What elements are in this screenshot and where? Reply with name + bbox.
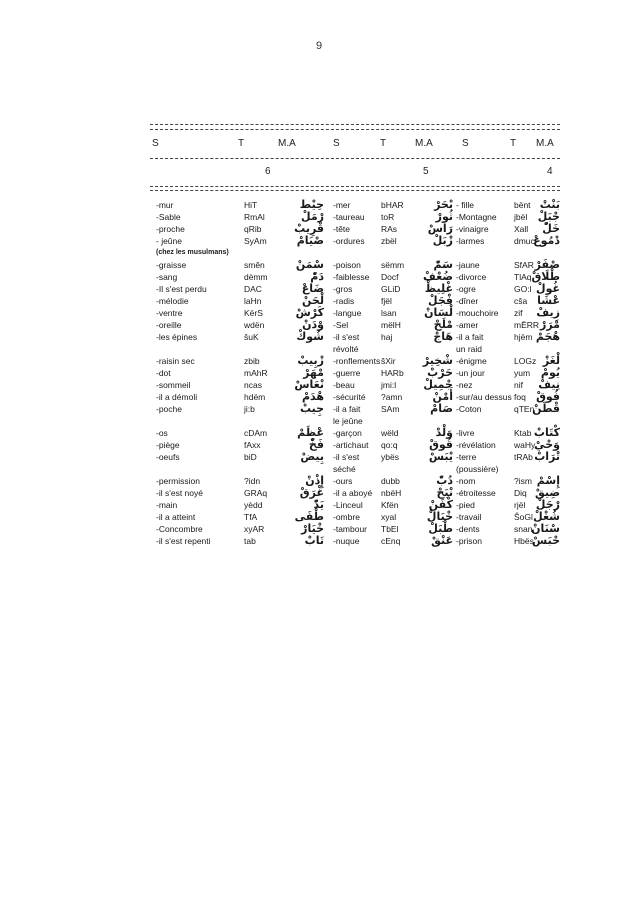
french-word: -mur [156, 200, 174, 210]
table-row [156, 535, 324, 547]
header-s-3: S [462, 138, 469, 149]
transcription: qo:q [381, 440, 398, 450]
arabic-word: صْيَامْ [296, 234, 324, 247]
arabic-word: ضَاعْ [301, 282, 324, 295]
table-row [333, 475, 453, 487]
transcription: wëld [381, 428, 399, 438]
french-word: -mouchoire [456, 308, 499, 318]
transcription: mËRR [514, 320, 540, 330]
french-word: -étroitesse [456, 488, 496, 498]
french-word: -ventre [156, 308, 183, 318]
french-word: -taureau [333, 212, 365, 222]
arabic-word: كْفَنْ [428, 498, 453, 511]
arabic-word: صْفَرْ [534, 258, 560, 271]
panel-1 [156, 199, 324, 547]
table-row [333, 451, 453, 463]
transcription: dubb [381, 476, 400, 486]
top-rule [150, 124, 560, 125]
french-word: -il s'est noyé [156, 488, 203, 498]
transcription: HiT [244, 200, 258, 210]
french-word: -tambour [333, 524, 368, 534]
table-row [456, 331, 560, 343]
table-row [456, 403, 560, 415]
french-word: - fille [456, 200, 474, 210]
transcription: bënt [514, 200, 531, 210]
table-row [156, 427, 324, 439]
french-word: -divorce [456, 272, 487, 282]
table-row [156, 511, 324, 523]
transcription: cŝa [514, 296, 528, 306]
arabic-word: كَرْشْ [295, 306, 324, 319]
french-word: -permission [156, 476, 200, 486]
arabic-word: سْمَنْ [295, 258, 324, 271]
subheader-rule [150, 186, 560, 187]
arabic-word: بَنْتْ [539, 198, 560, 211]
arabic-word: رْجَلْ [535, 498, 560, 511]
french-word: séché [333, 464, 356, 474]
french-word: -ombre [333, 512, 360, 522]
arabic-word: أَمْنْ [432, 390, 453, 403]
french-word: -livre [456, 428, 475, 438]
arabic-word: سَمّْ [433, 258, 453, 271]
transcription: fAxx [244, 440, 261, 450]
french-word: -poison [333, 260, 361, 270]
arabic-word: صَامْ [430, 402, 453, 415]
arabic-word: غْرَقْ [299, 486, 324, 499]
french-word: -Il s'est perdu [156, 284, 207, 294]
french-word: -sécurité [333, 392, 366, 402]
transcription: cDAm [244, 428, 268, 438]
arabic-word: هْدَمْ [301, 390, 324, 403]
table-row [333, 199, 453, 211]
french-word: -artichaut [333, 440, 369, 450]
table-row [156, 487, 324, 499]
french-word: -Sel [333, 320, 349, 330]
table-row [333, 535, 453, 547]
transcription: snan [514, 524, 533, 534]
arabic-word: ضُعْفْ [423, 270, 453, 283]
table-row [156, 331, 324, 343]
arabic-word: حِيْط [299, 198, 324, 211]
arabic-word: خْيَارْ [301, 522, 324, 535]
transcription: ncas [244, 380, 262, 390]
french-word: -il a atteint [156, 512, 196, 522]
transcription: ?ism [514, 476, 532, 486]
subheader-rule-2 [150, 190, 560, 191]
transcription: Docf [381, 272, 399, 282]
table-row [156, 379, 324, 391]
transcription: SyAm [244, 236, 267, 246]
transcription: Ktab [514, 428, 532, 438]
arabic-word: طْفَى [294, 510, 324, 523]
arabic-word: رْمَلْ [301, 210, 324, 223]
header-t-2: T [380, 138, 387, 149]
transcription: dmuc [514, 236, 535, 246]
french-word: -Concombre [156, 524, 203, 534]
french-word: -prison [456, 536, 482, 546]
table-row [156, 451, 324, 463]
transcription: lsan [381, 308, 397, 318]
french-word: -sur/au dessus [456, 392, 512, 402]
panel-3 [456, 199, 560, 547]
french-word: -oeufs [156, 452, 180, 462]
french-word: -main [156, 500, 178, 510]
french-word: -beau [333, 380, 355, 390]
arabic-word: سْنَانْ [531, 522, 560, 535]
french-word: -oreille [156, 320, 182, 330]
french-word: -Montagne [456, 212, 497, 222]
arabic-word: زْبِيبْ [297, 354, 324, 367]
french-word: -garçon [333, 428, 362, 438]
arabic-word: طْبَلْ [428, 522, 453, 535]
column-number-3: 4 [547, 166, 553, 177]
transcription: ŜoGl [514, 512, 533, 522]
page-number: 9 [315, 40, 323, 52]
arabic-word: هَاجْ [433, 330, 453, 343]
arabic-word: فَخّْ [308, 438, 324, 451]
transcription: ?amn [381, 392, 403, 402]
transcription: mëlH [381, 320, 401, 330]
french-word: -ordures [333, 236, 365, 246]
french-word: -il a fait [333, 404, 361, 414]
arabic-word: وَحْيْ [534, 438, 560, 451]
transcription: jmi:l [381, 380, 397, 390]
french-word: -jaune [456, 260, 480, 270]
arabic-word: جْبَلْ [537, 210, 560, 223]
french-word: -Linceul [333, 500, 363, 510]
panel-2 [333, 199, 453, 547]
french-word: -sommeil [156, 380, 191, 390]
french-word: -mélodie [156, 296, 189, 306]
transcription: TbEl [381, 524, 399, 534]
table-row [333, 403, 453, 415]
arabic-word: إِذْنْ [305, 474, 324, 487]
french-word: -amer [456, 320, 479, 330]
transcription: sëmm [381, 260, 405, 270]
french-word: -travail [456, 512, 482, 522]
transcription: ?idn [244, 476, 261, 486]
table-row [156, 307, 324, 319]
column-number-1: 6 [265, 166, 271, 177]
french-word: -nom [456, 476, 476, 486]
arabic-word: وْدَنْ [302, 318, 324, 331]
table-row [156, 391, 324, 403]
french-word: -larmes [456, 236, 485, 246]
arabic-word: ضِيقْ [534, 486, 560, 499]
transcription: zbib [244, 356, 260, 366]
transcription: qRib [244, 224, 262, 234]
header-ma-2: M.A [415, 138, 433, 149]
transcription: KërS [244, 308, 263, 318]
french-word: -il s'est [333, 452, 360, 462]
transcription: ŝXir [381, 356, 396, 366]
arabic-word: قْرِيبْ [294, 222, 324, 235]
arabic-word: إِسْمْ [536, 474, 560, 487]
arabic-word: كْتَابْ [533, 426, 560, 439]
arabic-word: يُومْ [540, 366, 560, 379]
table-row [156, 523, 324, 535]
french-word: -il a fait [456, 332, 484, 342]
arabic-word: عَنْقْ [431, 534, 453, 547]
top-rule-2 [150, 129, 560, 130]
transcription: xyAR [244, 524, 265, 534]
transcription: Hbës [514, 536, 534, 546]
french-word: un raid [456, 344, 482, 354]
table-row [156, 475, 324, 487]
french-word: -ronflements [333, 356, 381, 366]
transcription: tab [244, 536, 256, 546]
arabic-word: نْبَحْ [436, 486, 453, 499]
transcription: zif [514, 308, 523, 318]
french-word: -nez [456, 380, 473, 390]
table-row [156, 259, 324, 271]
transcription: foq [514, 392, 526, 402]
arabic-word: جْمِيلْ [423, 378, 453, 391]
french-word: -ours [333, 476, 353, 486]
french-word: -un jour [456, 368, 485, 378]
transcription: biD [244, 452, 257, 462]
french-word: -terre [456, 452, 477, 462]
arabic-word: دُبّْ [436, 474, 453, 487]
transcription: DAC [244, 284, 262, 294]
transcription: laHn [244, 296, 262, 306]
transcription: hdëm [244, 392, 266, 402]
french-word: -pied [456, 500, 475, 510]
arabic-word: زْبَلْ [432, 234, 453, 247]
french-word: -il s'est repenti [156, 536, 211, 546]
french-word: -proche [156, 224, 185, 234]
transcription: GRAq [244, 488, 268, 498]
transcription: TfA [244, 512, 258, 522]
transcription: Xall [514, 224, 529, 234]
arabic-word: مْهَرْ [303, 366, 324, 379]
transcription: haj [381, 332, 393, 342]
french-word: -poche [156, 404, 182, 414]
transcription: cEnq [381, 536, 401, 546]
table-row [156, 235, 324, 247]
french-word: -nuque [333, 536, 360, 546]
french-word: le jeûne [333, 416, 363, 426]
french-word: -piège [156, 440, 180, 450]
table-row [333, 415, 453, 427]
french-word: - jeûne [156, 236, 182, 246]
column-number-2: 5 [423, 166, 429, 177]
header-t-3: T [510, 138, 517, 149]
table-row [456, 235, 560, 247]
transcription: SAm [381, 404, 400, 414]
transcription: RmAl [244, 212, 265, 222]
transcription: rjël [514, 500, 526, 510]
arabic-word: مْرَرْ [540, 318, 560, 331]
arabic-word: ثُورْ [435, 210, 453, 223]
arabic-word: شُوكْ [296, 330, 324, 343]
arabic-word: بِيضْ [300, 450, 324, 463]
vocabulary-table [150, 124, 560, 634]
transcription: hjëm [514, 332, 533, 342]
arabic-word: عْشَا [537, 294, 560, 307]
table-row [156, 355, 324, 367]
arabic-word: نِيفْ [538, 378, 560, 391]
french-word: -gros [333, 284, 353, 294]
french-word: -radis [333, 296, 355, 306]
arabic-word: بْحَرْ [434, 198, 453, 211]
arabic-word: نْعَاسْ [294, 378, 324, 391]
table-row [156, 199, 324, 211]
transcription: yèdd [244, 500, 263, 510]
arabic-word: فْجَلْ [428, 294, 453, 307]
french-word: -Sable [156, 212, 181, 222]
header-ma-3: M.A [536, 138, 554, 149]
transcription: zbël [381, 236, 397, 246]
arabic-word: يَدّْ [313, 498, 324, 511]
transcription: HARb [381, 368, 404, 378]
arabic-word: قْطَنْ [532, 402, 560, 415]
french-word: (chez les musulmans) [156, 249, 229, 256]
transcription: nif [514, 380, 523, 390]
transcription: RAs [381, 224, 398, 234]
french-word: -les épines [156, 332, 198, 342]
transcription: nbëH [381, 488, 402, 498]
transcription: toR [381, 212, 395, 222]
french-word: (poussière) [456, 464, 499, 474]
arabic-word: وَلْدْ [435, 426, 453, 439]
transcription: fjël [381, 296, 392, 306]
arabic-word: تَابْ [304, 534, 324, 547]
french-word: -graisse [156, 260, 187, 270]
transcription: ŝuK [244, 332, 259, 342]
arabic-word: غْلِيظْ [424, 282, 453, 295]
arabic-word: لْغَزْ [542, 354, 560, 367]
arabic-word: لْسَانْ [424, 306, 453, 319]
header-rule [150, 158, 560, 159]
french-word: -tête [333, 224, 351, 234]
table-row [156, 439, 324, 451]
table-row [333, 463, 453, 475]
arabic-word: دْمُوعْ [533, 234, 560, 247]
header-s-2: S [333, 138, 340, 149]
french-word: -ogre [456, 284, 476, 294]
arabic-word: لْحَنْ [302, 294, 324, 307]
transcription: ji:b [244, 404, 255, 414]
table-row [456, 451, 560, 463]
table-row [156, 283, 324, 295]
transcription: GO:l [514, 284, 532, 294]
french-word: -faiblesse [333, 272, 370, 282]
arabic-word: فُوقْ [536, 390, 560, 403]
arabic-word: زِيفْ [536, 306, 560, 319]
french-word: -il a démoli [156, 392, 198, 402]
arabic-word: شْخِيرْ [422, 354, 453, 367]
french-word: révolté [333, 344, 359, 354]
header-t-1: T [238, 138, 245, 149]
transcription: waHy [514, 440, 536, 450]
transcription: xyal [381, 512, 397, 522]
arabic-word: يْبَسْ [428, 450, 453, 463]
french-word: -guerre [333, 368, 361, 378]
transcription: yum [514, 368, 531, 378]
header-ma-1: M.A [278, 138, 296, 149]
table-row [156, 463, 324, 475]
transcription: ybës [381, 452, 399, 462]
french-word: -dents [456, 524, 480, 534]
french-word: -os [156, 428, 168, 438]
transcription: Kfën [381, 500, 399, 510]
arabic-word: تْرَابْ [534, 450, 560, 463]
transcription: dèmm [244, 272, 268, 282]
arabic-word: جِيبْ [299, 402, 324, 415]
french-word: -sang [156, 272, 178, 282]
french-word: -énigme [456, 356, 487, 366]
table-row [156, 403, 324, 415]
transcription: tRAb [514, 452, 533, 462]
arabic-word: عْظَمْ [297, 426, 324, 439]
header-s-1: S [152, 138, 159, 149]
french-word: -il s'est [333, 332, 360, 342]
arabic-word: حْبَسْ [532, 534, 560, 547]
french-word: -mer [333, 200, 351, 210]
transcription: LOGz [514, 356, 537, 366]
arabic-word: قُوقْ [429, 438, 453, 451]
transcription: wdën [244, 320, 265, 330]
french-word: -langue [333, 308, 362, 318]
table-row [156, 271, 324, 283]
transcription: Diq [514, 488, 527, 498]
arabic-word: شُغْلْ [533, 510, 560, 523]
transcription: bHAR [381, 200, 404, 210]
transcription: SfAR [514, 260, 534, 270]
arabic-word: دَمّْ [310, 270, 324, 283]
french-word: -il a aboyé [333, 488, 373, 498]
arabic-word: هْجَمْ [535, 330, 560, 343]
table-row [333, 235, 453, 247]
french-word: -raisin sec [156, 356, 195, 366]
arabic-word: رَاسْ [427, 222, 453, 235]
transcription: smên [244, 260, 265, 270]
transcription: jbël [514, 212, 528, 222]
french-word: -vinaigre [456, 224, 489, 234]
transcription: GLiD [381, 284, 401, 294]
transcription: qTEn [514, 404, 535, 414]
arabic-word: خْيَالْ [426, 510, 453, 523]
french-word: -Coton [456, 404, 482, 414]
arabic-word: طْلَاقْ [531, 270, 560, 283]
french-word: -révélation [456, 440, 496, 450]
table-row [333, 331, 453, 343]
arabic-word: خَلّْ [542, 222, 560, 235]
arabic-word: حَرْبْ [427, 366, 453, 379]
french-word: -dot [156, 368, 171, 378]
table-row [456, 535, 560, 547]
arabic-word: غُولْ [536, 282, 560, 295]
transcription: TlAq [514, 272, 532, 282]
arabic-word: مْلَحْ [433, 318, 453, 331]
transcription: mAhR [244, 368, 268, 378]
french-word: -dîner [456, 296, 479, 306]
